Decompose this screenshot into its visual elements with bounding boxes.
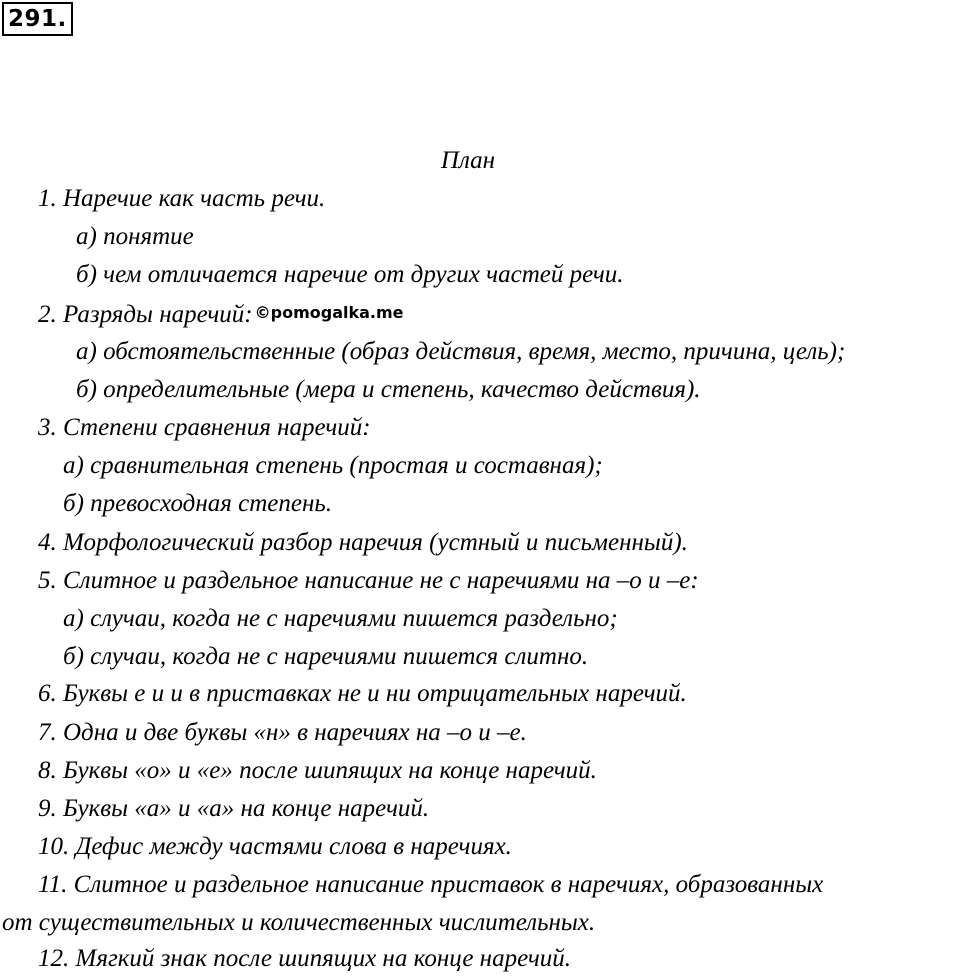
plan-item-3: 3. Степени сравнения наречий: <box>38 414 371 441</box>
plan-item-2-text: 2. Разряды наречий: <box>38 301 253 328</box>
plan-subitem-1a: а) понятие <box>76 223 194 250</box>
watermark: ©pomogalka.me <box>254 303 404 322</box>
plan-item-2 <box>38 298 404 328</box>
plan-subitem-5b: б) случаи, когда не с наречиями пишется слитно. <box>63 643 589 670</box>
plan-item-4: 4. Морфологический разбор наречия (устный и письменный). <box>38 529 688 556</box>
plan-item-1: 1. Наречие как часть речи. <box>38 185 326 212</box>
plan-item-9: 9. Буквы «а» и «а» на конце наречий. <box>38 795 430 822</box>
plan-item-5: 5. Слитное и раздельное написание не с наречиями на –о и –е: <box>38 567 699 594</box>
exercise-number: 291. <box>2 2 73 36</box>
plan-subitem-3b: б) превосходная степень. <box>63 490 332 517</box>
plan-subitem-3a: а) сравнительная степень (простая и составная); <box>63 452 603 479</box>
plan-subitem-2a: а) обстоятельственные (образ действия, время, место, причина, цель); <box>76 338 846 365</box>
plan-item-6: 6. Буквы е и и в приставках не и ни отрицательных наречий. <box>38 680 687 707</box>
plan-item-11-continuation: от существительных и количественных числительных. <box>2 909 596 936</box>
plan-item-8: 8. Буквы «о» и «е» после шипящих на конце наречий. <box>38 757 597 784</box>
plan-item-10: 10. Дефис между частями слова в наречиях. <box>38 833 512 860</box>
plan-title: План <box>440 147 496 174</box>
plan-subitem-5a: а) случаи, когда не с наречиями пишется раздельно; <box>63 605 618 632</box>
plan-subitem-1b: б) чем отличается наречие от других частей речи. <box>76 261 624 288</box>
plan-item-11: 11. Слитное и раздельное написание приставок в наречиях, образованных <box>38 871 824 898</box>
plan-item-7: 7. Одна и две буквы «н» в наречиях на –о и –е. <box>38 719 527 746</box>
plan-item-12: 12. Мягкий знак после шипящих на конце наречий. <box>38 945 572 972</box>
plan-subitem-2b: б) определительные (мера и степень, качество действия). <box>76 376 701 403</box>
